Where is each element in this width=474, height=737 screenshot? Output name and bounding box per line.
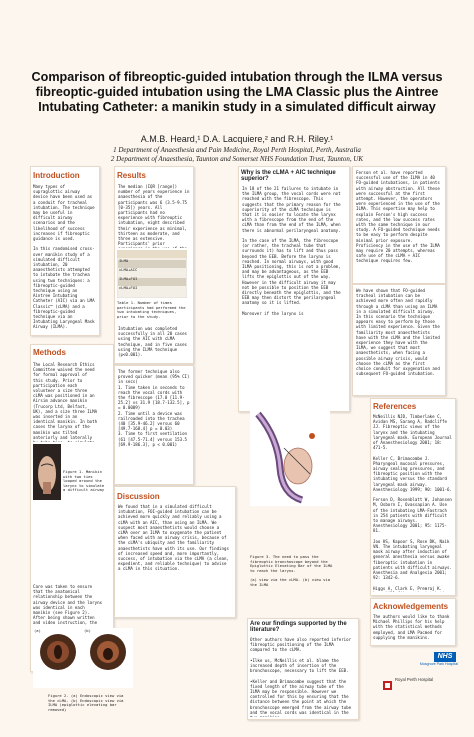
figure2-label-a: (a) bbox=[34, 628, 41, 633]
superior-text: In 18 of the 21 failures to intubate in the ILMA group, the vocal cords were not reached with the fibrescope. This suggests that the primary reason for the superiority of the cLMA technique is that it is easier to locate the larynx with a fibrescope from the end of the cLMA than from the end of the ILMA, when there is abnormal perilaryngeal anatomy. In the case of the ILMA, the fibrescope (or rather, the tracheal tube that surrounds it) has to lift and thus pass beyond the EEB. Before the larynx is reached. In normal airways, with good ILMA positioning, this is not a problem, and may be advantageous, as the EEB lifts the epiglottis out of the way. However in the difficult airway it may not be possible to position the EEB directly beneath the epiglottis, and the EEB may then distort the perilaryngeal anatomy so it is lifted. Moreover if the larynx is bbox=[242, 186, 341, 316]
table1-row-1: ILMA bbox=[119, 258, 129, 263]
results-p3: The former technique also proved quicker (mean (95% CI) in secs) 1. Time taken in seconds to reach the vocal cords with the fibrescope (17.0 [11.9-25.2] vs 31.9 [18.7-132.5], p = 0.0009) 2. Time until a device was railroaded into the trachea (40 [35.9-46.2] versus 60 [49.7-168.4] p = 0.03) 3. Time to first ventilation (61 [47.5-71.4] versus 153.5 [69.9-186.3], p < 0.001) bbox=[118, 369, 190, 447]
ferson-text: Ferson et al. have reported successful use of the ILMA in 40 FO-guided intubations, in patients with airway obstruction. All these were successful at the first attempt. However, the operators were experienced in the use of the ILMA. This expertise may help to explain Ferson's high success rates, and the low success rates with the same technique in our study. A FO-guided technique needs to be easy to perform despite minimal prior exposure. Proficiency in the use of the ILMA may require 20 attempts, whereas safe use of the cLMA + AIC technique requires few. bbox=[356, 170, 440, 264]
results-p1: The median (IQR [range]) number of years experience in anaesthesia of the participants was 6 (3.5-9.75 [0-35]) years. All participants had no experience with fibreoptic intubation, eight described their experience as minimal, thirteen as moderate, and three as extensive. Participants' prior bbox=[118, 184, 190, 247]
ack-heading: Acknowledgements bbox=[373, 602, 449, 611]
methods-heading: Methods bbox=[33, 348, 66, 357]
figure2-container bbox=[33, 628, 133, 688]
results-p2: Intubation was completed successfully in all 20 cases using the AIC with cLMA technique, and in five cases using the ILMA technique (p<0.001). bbox=[118, 326, 190, 358]
discussion-heading: Discussion bbox=[117, 492, 160, 501]
intro-p1: Many types of supraglottic airway device have been used as a conduit for tracheal intubation. The technique may be useful in difficult airway scenarios and the likelihood of success increases if fibreoptic guidance is used. bbox=[33, 184, 97, 242]
methods-p2: Care was taken to ensure that the anatomical relationship between the airway device and the larynx was identical in each manikin (see Figure 2). After being shown written and video instruction, the bbox=[33, 584, 103, 626]
intro-heading: Introduction bbox=[33, 171, 80, 180]
intro-text bbox=[33, 184, 97, 334]
nhs-logo: NHS bbox=[434, 652, 456, 662]
discussion-text: We found that in a simulated difficult intubation, FOI-guided intubation can be achieved more quickly and reliably using a cLMA with an AIC, than using an ILMA. We suspect most anaesthetists would choose a cLMA over an ILMA to oxygenate the patient when faced with an airway crisis, because of the cLMA's ubiquity and the familiarity anaesthetists have with its use. Our findings of increased speed and, more importantly, success, of intubation via the cLMA (a clean, expedient, and reliable technique) to advise a cLMA in this situation. bbox=[118, 504, 229, 572]
figure3-caption: Figure 3. The need to pass the fibreoptic bronchoscope beyond the Epiglottic Elevating Bar of the ILMA to reach the larynx. (a) view via the cLMA. (b) view via the ILMA bbox=[250, 554, 333, 587]
literature-heading: Are our findings supported by the literature? bbox=[250, 621, 347, 633]
reference-4: Joo HS, Kapoor S, Rose DK, Naik VN. The intubating laryngeal mask airway after induction of general anesthesia versus awake fiberoptic intubation in patients with difficult airways. Anesthesia and Analgesia 2001; 92: 1342-6. bbox=[373, 538, 452, 581]
poster-title: Comparison of fibreoptic-guided intubation through the ILMA versus fibreoptic-guided intubation using the LMA Classic plus the Aintree Intubating Catheter: a manikin study in a simulated difficult airway bbox=[31, 70, 443, 114]
trust-logo-text: Musgrove Park Hospital bbox=[419, 662, 458, 666]
manikin-photo bbox=[33, 444, 61, 500]
figure1-caption: Figure 1. Manikin with two ties looped around the larynx to simulate a difficult airway bbox=[63, 469, 107, 493]
affiliation-1: 1 Department of Anaesthesia and Pain Medicine, Royal Perth Hospital, Perth, Australia bbox=[113, 146, 361, 154]
table1-caption: Table 1. Number of times participants had performed the two intubating techniques, prior to the study. bbox=[117, 300, 188, 319]
references-heading: References bbox=[373, 402, 417, 411]
reference-3: Ferson D, Rosenblatt W, Johansen M, Osborn I, Ovassapian A. Use of the intubating LMA-Fastrach in 254 patients with difficult to manage airways. Anesthesiology 2001; 95: 1175-81. bbox=[373, 497, 452, 534]
methods-p1: The Local Research Ethics Committee waived the need for formal approval of this study. Prior to participation each volunteer a size three cLMA was positioned in an Airsim advance manikin (Trucorp Ltd, Belfast, UK), and a size three ILMA was inserted in an identical manikin. In both cases the larynx of the manikin was tilted anteriorly and laterally bbox=[33, 362, 98, 440]
royal-perth-logo-text: Royal Perth Hospital bbox=[395, 677, 434, 682]
affiliation-2: 2 Department of Anaesthesia, Taunton and Somerset NHS Foundation Trust, Taunton, UK bbox=[110, 155, 364, 163]
figure3-diagram bbox=[250, 408, 330, 506]
references-list bbox=[373, 414, 452, 592]
figure2-caption: Figure 2. (a) Endoscopic view via the cLMA. (b) Endoscopic view via ILMA (epiglottic elevating bar removed) bbox=[48, 693, 126, 712]
authors: A.M.B. Heard,¹ D.A. Lacquiere,² and R.H. Riley.¹ bbox=[140, 134, 334, 144]
conclusion-text: We have shown that FO-guided tracheal intubation can be achieved more often and rapidly through a cLMA than using an ILMA in a simulated difficult airway. In this scenario the technique appears easy to perform by those with limited experience. Given the familiarity most anaesthetists have with the cLMA and the limited experience they have with the ILMA, we suggest that most anaesthetists, when facing a possible airway crisis, would choose the cLMA as the first choice conduit for oxygenation and subsequent FO-guided intubation. bbox=[356, 288, 440, 377]
reference-2: Keller C, Brimacombe J. Pharyngeal mucosal pressures, airway sealing pressures, and fibreoptic position with the intubating versus the standard laryngeal mask airway. Anesthesiology 1999; 90: 1001-6. bbox=[373, 455, 452, 492]
reference-1: McNeillis NJD, Timberlake C, Avidan MS, Sarang A, Radcliffe JJ. Fibreoptic views of the larynx and the intubating laryngeal mask. European Journal of Anaesthesiology 2001; 18: 471-5. bbox=[373, 414, 452, 451]
superior-heading: Why is the cLMA + AIC technique superior? bbox=[241, 170, 336, 182]
reference-5: Higgs A, Clark E, Premraj K. bbox=[373, 585, 443, 591]
table1-row-2: cLMA+AIC bbox=[119, 267, 138, 272]
table1-row-4: cLMA+FOI bbox=[119, 285, 138, 290]
table1-row-3: ILMA+FOI bbox=[119, 276, 138, 281]
ack-text: The authors would like to thank Michael Phillips for his help with the statistical methods employed, and LMA Pacmed for supplying the manikins. bbox=[373, 614, 452, 640]
intro-p2: In this randomised cross-over manikin study of a simulated difficult intubation, 20 anaesthetists attempted to intubate the trachea using two techniques: a fibreoptic-guided technique using an Aintree Intubating Catheter (AIC) via an LMA Classic™ (cLMA) and a fibreoptic-guided technique via an Intubating Laryngeal Mask Airway (ILMA). bbox=[33, 246, 97, 330]
figure2-label-b: (b) bbox=[84, 628, 91, 633]
affiliations bbox=[8, 146, 466, 164]
literature-text: Other authors have also reported inferior fibreoptic positioning of the ILMA compared to the cLMA. •Ilke us, McNeillis et al. blame the increased depth of insertion of the bronchoscope, necessary to lift the EEB. •Keller and Brimacombe suggest that the fixed length of the airway tube of the ILMA may be responsible. However we controlled for this by ensuring that the distance between the point at which the bronchoscope emerged from the airway tube and the vocal cords was identical in the bbox=[250, 637, 352, 715]
results-heading: Results bbox=[117, 171, 146, 180]
